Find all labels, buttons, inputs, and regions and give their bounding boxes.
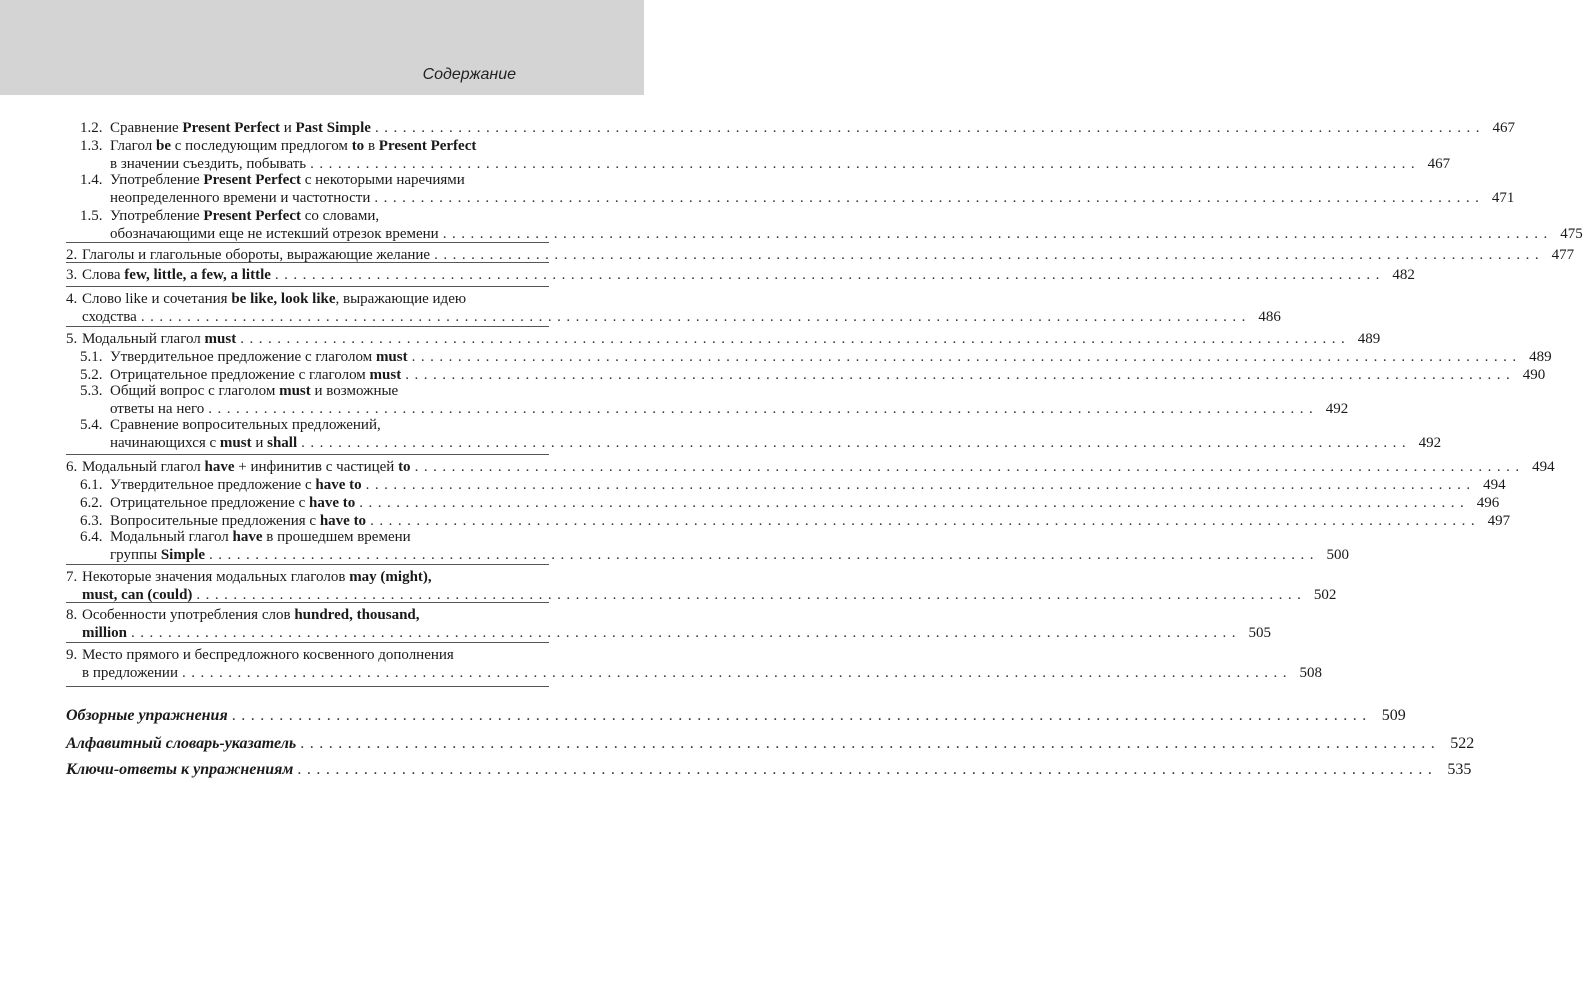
toc-line	[82, 290, 549, 308]
toc-line-text	[82, 330, 236, 348]
text-run: Сравнение вопросительных предложений,	[110, 417, 381, 433]
dot-leader: ........................................................................................................................	[310, 156, 1421, 172]
section-divider	[66, 286, 549, 287]
section-divider	[66, 564, 549, 565]
toc-entry-number: 2.	[66, 247, 78, 263]
bold-term: to	[398, 459, 411, 475]
toc-line	[110, 416, 549, 434]
page-number: 471	[1491, 190, 1515, 206]
final-section-title: Алфавитный словарь-указатель	[66, 735, 297, 752]
dot-leader: ........................................................................................................................	[442, 226, 1553, 242]
page-number: 490	[1522, 367, 1546, 383]
text-run: в предложении	[82, 665, 178, 681]
dot-leader: ........................................................................................................................	[414, 459, 1525, 475]
text-run: Модальный глагол	[82, 459, 205, 475]
toc-line	[110, 207, 549, 225]
toc-line-text	[110, 476, 362, 494]
section-divider	[66, 242, 549, 243]
toc-entry-number: 5.4.	[80, 417, 103, 433]
toc-line	[82, 606, 549, 624]
toc-line-text	[110, 189, 370, 207]
text-run: со словами,	[300, 208, 380, 224]
text-run: Употребление	[110, 172, 204, 188]
text-run: с некоторыми наречиями	[300, 172, 465, 188]
text-run: и	[251, 435, 268, 451]
toc-entry-number: 6.1.	[80, 477, 103, 493]
section-divider	[66, 326, 549, 327]
bold-term: have to	[308, 495, 356, 511]
toc-line-text	[110, 494, 355, 512]
bold-term: Simple	[160, 547, 206, 563]
page-number: 494	[1532, 459, 1555, 475]
page-number: 467	[1427, 156, 1451, 172]
toc-line-text	[82, 606, 420, 624]
bold-term: must	[279, 383, 311, 399]
toc-entry-number: 5.	[66, 331, 78, 347]
page-number: 486	[1258, 309, 1281, 325]
toc-entry-number: 6.2.	[80, 495, 103, 511]
toc-line	[110, 171, 549, 189]
toc-line-text	[110, 225, 439, 243]
final-section-title: Обзорные упражнения	[66, 707, 228, 724]
text-run: Особенности употребления слов	[82, 607, 295, 623]
toc-line-text	[110, 171, 465, 189]
dot-leader: ........................................................................................................................	[297, 761, 1438, 778]
section-divider	[66, 642, 549, 643]
text-run: группы	[110, 547, 161, 563]
toc-final-section	[66, 733, 1475, 755]
toc-line	[110, 348, 1552, 366]
text-run: Глаголы и глагольные обороты, выражающие желание	[82, 247, 431, 263]
bold-term: hundred, thousand,	[294, 607, 420, 623]
text-run: Утвердительное предложение с	[110, 477, 316, 493]
toc-line-text	[110, 546, 205, 564]
text-run: с последующим предлогом	[171, 138, 352, 154]
bold-term: few, little, a few, a little	[124, 267, 271, 283]
page-number: 467	[1492, 120, 1515, 136]
bold-term: have	[204, 459, 235, 475]
page-number: 502	[1313, 587, 1337, 603]
page-number: 492	[1418, 435, 1442, 451]
text-run: и возможные	[310, 383, 399, 399]
text-run: Модальный глагол	[110, 529, 233, 545]
bold-term: have to	[319, 513, 367, 529]
toc-line-text	[82, 290, 466, 308]
toc-entry-number: 9.	[66, 647, 78, 663]
bold-term: have	[232, 529, 263, 545]
toc-line-text	[110, 416, 381, 434]
toc-final-section	[66, 705, 1406, 727]
text-run: начинающихся с	[110, 435, 220, 451]
toc-line	[110, 528, 549, 546]
text-run: в	[364, 138, 379, 154]
dot-leader: ........................................................................................................................	[231, 707, 1372, 724]
toc-line-text	[82, 266, 271, 284]
page-number: 489	[1529, 349, 1552, 365]
bold-term: have to	[315, 477, 362, 493]
dot-leader: ........................................................................................................................	[370, 513, 1481, 529]
page-number: 489	[1357, 331, 1381, 347]
toc-line	[110, 225, 1583, 243]
text-run: Модальный глагол	[82, 331, 205, 347]
toc-entry-number: 5.1.	[80, 349, 103, 365]
bold-term: Past Simple	[295, 120, 371, 136]
text-run: + инфинитив с частицей	[234, 459, 399, 475]
page-number: 505	[1248, 625, 1272, 641]
toc-entry-number: 3.	[66, 267, 78, 283]
toc-line	[110, 382, 549, 400]
text-run: Глагол	[110, 138, 157, 154]
toc-entry-number: 1.4.	[80, 172, 103, 188]
text-run: Слово like и сочетания	[82, 291, 232, 307]
dot-leader: ........................................................................................................................	[181, 665, 1292, 681]
toc-line	[82, 330, 1381, 348]
dot-leader: ........................................................................................................................	[131, 625, 1242, 641]
bold-term: must	[369, 367, 402, 383]
section-divider	[66, 686, 549, 687]
toc-line	[110, 476, 1506, 494]
bold-term: must, can (could)	[82, 587, 193, 603]
bold-term: must	[375, 349, 408, 365]
bold-term: may (might),	[349, 569, 432, 585]
toc-line-text	[110, 382, 398, 400]
toc-line	[82, 624, 1272, 642]
toc-line	[110, 434, 1442, 452]
toc-line-text	[110, 348, 408, 366]
toc-line	[82, 664, 1322, 682]
toc-entry-number: 7.	[66, 569, 78, 585]
toc-line-text	[110, 434, 297, 452]
toc-line-text	[82, 646, 454, 664]
text-run: Место прямого и беспредложного косвенного дополнения	[82, 647, 454, 663]
toc-line-text	[82, 624, 127, 642]
section-divider	[66, 262, 549, 263]
toc-line	[110, 119, 1515, 137]
page-number: 492	[1325, 401, 1349, 417]
section-divider	[66, 602, 549, 603]
bold-term: be	[156, 138, 172, 154]
page-number: 477	[1551, 247, 1575, 263]
toc-line-text	[82, 568, 432, 586]
bold-term: must	[219, 435, 252, 451]
dot-leader: ........................................................................................................................	[196, 587, 1307, 603]
dot-leader: ........................................................................................................................	[274, 267, 1385, 283]
toc-line	[82, 308, 1281, 326]
toc-entry-number: 8.	[66, 607, 78, 623]
dot-leader: ........................................................................................................................	[240, 331, 1351, 347]
toc-line-text	[110, 528, 411, 546]
page-number: 508	[1299, 665, 1322, 681]
section-divider	[66, 454, 549, 455]
running-head-title: Содержание	[422, 66, 516, 83]
bold-term: shall	[267, 435, 298, 451]
page-number: 496	[1476, 495, 1500, 511]
dot-leader: ........................................................................................................................	[208, 401, 1319, 417]
text-run: в значении съездить, побывать	[110, 156, 307, 172]
text-run: Отрицательное предложение с	[110, 495, 309, 511]
text-run: сходства	[82, 309, 137, 325]
toc-line	[82, 646, 549, 664]
toc-entry-number: 5.2.	[80, 367, 103, 383]
toc-entry-number: 6.4.	[80, 529, 103, 545]
toc-line-text	[110, 207, 379, 225]
toc-line	[110, 494, 1500, 512]
bold-term: Present Perfect	[378, 138, 477, 154]
page-number: 535	[1447, 761, 1472, 778]
text-run: Некоторые значения модальных глаголов	[82, 569, 350, 585]
page-header	[0, 0, 644, 95]
toc-line-text	[110, 119, 371, 137]
bold-term: must	[204, 331, 237, 347]
toc-line	[82, 266, 1415, 284]
text-run: Общий вопрос с глаголом	[110, 383, 280, 399]
text-run: Слова	[82, 267, 125, 283]
dot-leader: ........................................................................................................................	[411, 349, 1522, 365]
text-run: Отрицательное предложение с глаголом	[110, 367, 370, 383]
page-number: 494	[1483, 477, 1506, 493]
toc-line	[110, 189, 1515, 207]
toc-line	[110, 137, 549, 155]
dot-leader: ........................................................................................................................	[300, 735, 1441, 752]
dot-leader: ........................................................................................................................	[374, 190, 1485, 206]
toc-line-text	[82, 308, 137, 326]
toc-line-text	[82, 664, 178, 682]
toc-line-text	[110, 137, 476, 155]
page-number: 482	[1392, 267, 1415, 283]
text-run: , выражающие идею	[335, 291, 467, 307]
text-run: неопределенного времени и частотности	[110, 190, 371, 206]
dot-leader: ........................................................................................................................	[301, 435, 1412, 451]
page-number: 509	[1381, 707, 1406, 724]
toc-line	[82, 568, 549, 586]
bold-term: Present Perfect	[203, 208, 301, 224]
bold-term: million	[82, 625, 128, 641]
page-number: 497	[1487, 513, 1511, 529]
page-number: 500	[1326, 547, 1350, 563]
final-section-title: Ключи-ответы к упражнениям	[66, 761, 294, 778]
toc-entry-number: 6.	[66, 459, 78, 475]
bold-term: be like, look like	[231, 291, 336, 307]
dot-leader: ........................................................................................................................	[374, 120, 1485, 136]
dot-leader: ........................................................................................................................	[365, 477, 1476, 493]
toc-line	[110, 546, 1350, 564]
text-run: ответы на него	[110, 401, 205, 417]
text-run: Вопросительные предложения с	[110, 513, 320, 529]
page-number: 522	[1450, 735, 1475, 752]
toc-entry-number: 1.2.	[80, 120, 103, 136]
text-run: Утвердительное предложение с глаголом	[110, 349, 376, 365]
toc-entry-number: 1.3.	[80, 138, 103, 154]
bold-term: Present Perfect	[182, 120, 280, 136]
text-run: Сравнение	[110, 120, 183, 136]
text-run: в прошедшем времени	[262, 529, 411, 545]
text-run: и	[279, 120, 296, 136]
dot-leader: ........................................................................................................................	[434, 247, 1545, 263]
toc-line	[82, 458, 1555, 476]
bold-term: Present Perfect	[203, 172, 301, 188]
page-number: 475	[1560, 226, 1583, 242]
bold-term: to	[351, 138, 365, 154]
toc-entry-number: 6.3.	[80, 513, 103, 529]
dot-leader: ........................................................................................................................	[209, 547, 1320, 563]
dot-leader: ........................................................................................................................	[359, 495, 1470, 511]
toc-final-section	[66, 759, 1472, 781]
toc-entry-number: 5.3.	[80, 383, 103, 399]
dot-leader: ........................................................................................................................	[140, 309, 1251, 325]
text-run: Употребление	[110, 208, 204, 224]
toc-line-text	[82, 458, 411, 476]
text-run: обозначающими еще не истекший отрезок времени	[110, 226, 439, 242]
dot-leader: ........................................................................................................................	[405, 367, 1516, 383]
toc-entry-number: 4.	[66, 291, 78, 307]
toc-entry-number: 1.5.	[80, 208, 103, 224]
